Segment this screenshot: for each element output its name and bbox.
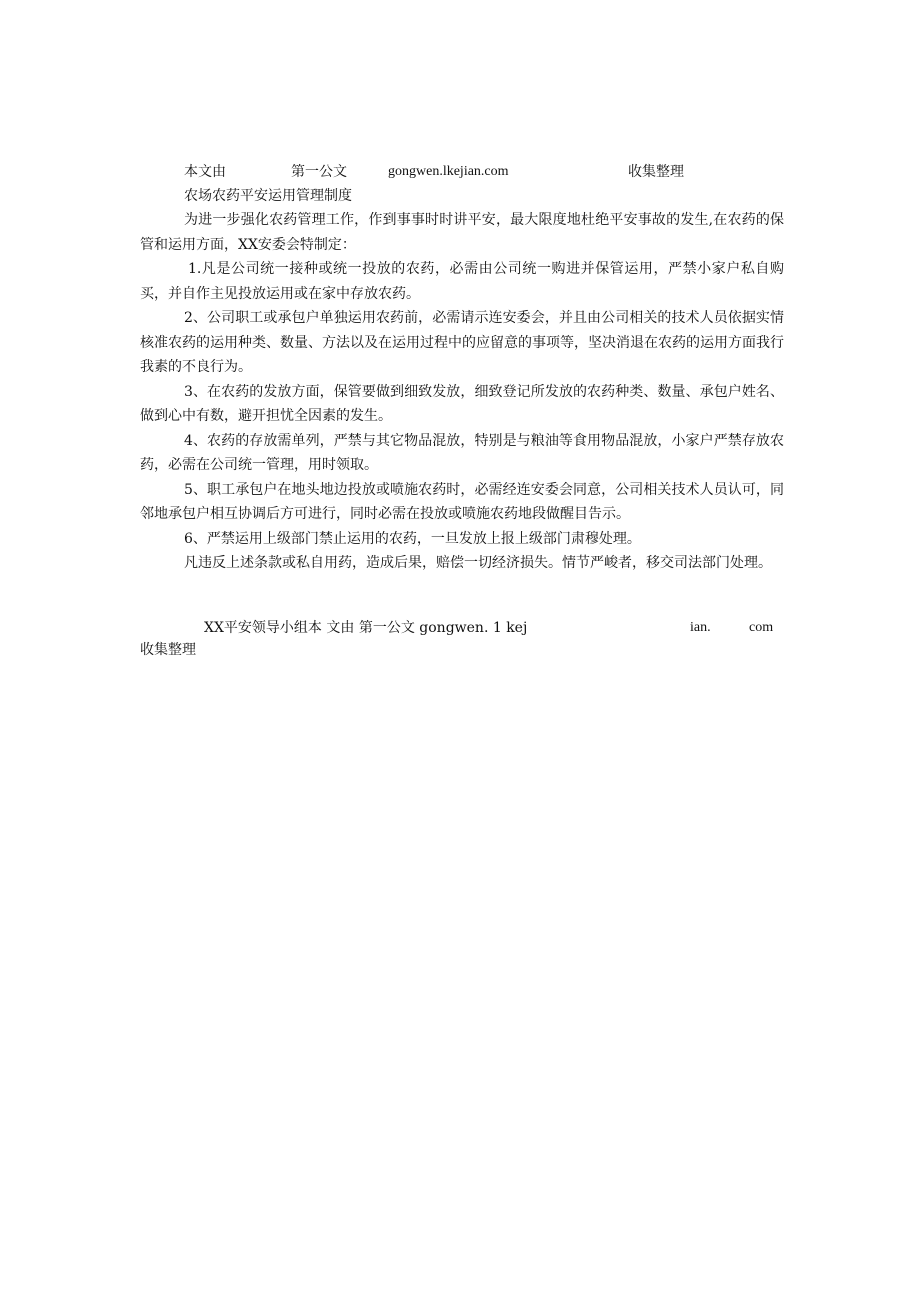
paragraph-rule-4: 4、农药的存放需单列，严禁与其它物品混放，特别是与粮油等食用物品混放，小家户严禁存放农药，必需在公司统一管理，用时领取。 <box>140 432 784 473</box>
paragraph-rule-5: 5、职工承包户在地头地边投放或喷施农药时，必需经连安委会同意，公司相关技术人员认可，同邻地承包户相互协调后方可进行，同时必需在投放或喷施农药地段做醒目告示。 <box>140 481 784 522</box>
paragraph-rule-6: 6、严禁运用上级部门禁止运用的农药，一旦发放上报上级部门肃穆处理。 <box>184 530 641 547</box>
paragraph-rule-2: 2、公司职工或承包户单独运用农药前，必需请示连安委会，并且由公司相关的技术人员依据实情核准农药的运用种类、数量、方法以及在运用过程中的应留意的事项等，坚决消退在农药的运用方面我行我素的不良行为。 <box>140 310 784 375</box>
footer-text-url-end: com <box>749 620 774 635</box>
header-text-source-name: 第一公文 <box>291 164 347 180</box>
source-header <box>0 161 920 183</box>
paragraph-rule-1: 1.凡是公司统一接种或统一投放的农药，必需由公司统一购进并保管运用，严禁小家户私自购买，并自作主见投放运用或在家中存放农药。 <box>140 261 784 302</box>
paragraph-rule-3: 3、在农药的发放方面，保管要做到细致发放，细致登记所发放的农药种类、数量、承包户姓名、做到心中有数，避开担忧全因素的发生。 <box>140 383 784 424</box>
footer-text-collected: 收集整理 <box>140 642 196 658</box>
document-body <box>140 208 784 576</box>
footer-text-signature: XX平安领导小组本 文由 第一公文 gongwen. 1 kej <box>204 620 528 636</box>
footer-text-url-middle: ian. <box>690 620 711 635</box>
header-text-from: 本文由 <box>184 164 226 180</box>
header-text-collected: 收集整理 <box>628 164 684 180</box>
signature-footer <box>0 617 920 639</box>
header-text-url: gongwen.lkejian.com <box>388 164 509 179</box>
paragraph-penalty: 凡违反上述条款或私自用药，造成后果，赔偿一切经济损失。情节严峻者，移交司法部门处理。 <box>184 555 772 571</box>
document-title: 农场农药平安运用管理制度 <box>184 188 352 204</box>
paragraph-intro: 为进一步强化农药管理工作，作到事事时时讲平安，最大限度地杜绝平安事故的发生,在农药的保管和运用方面，XX安委会特制定： <box>140 212 784 253</box>
